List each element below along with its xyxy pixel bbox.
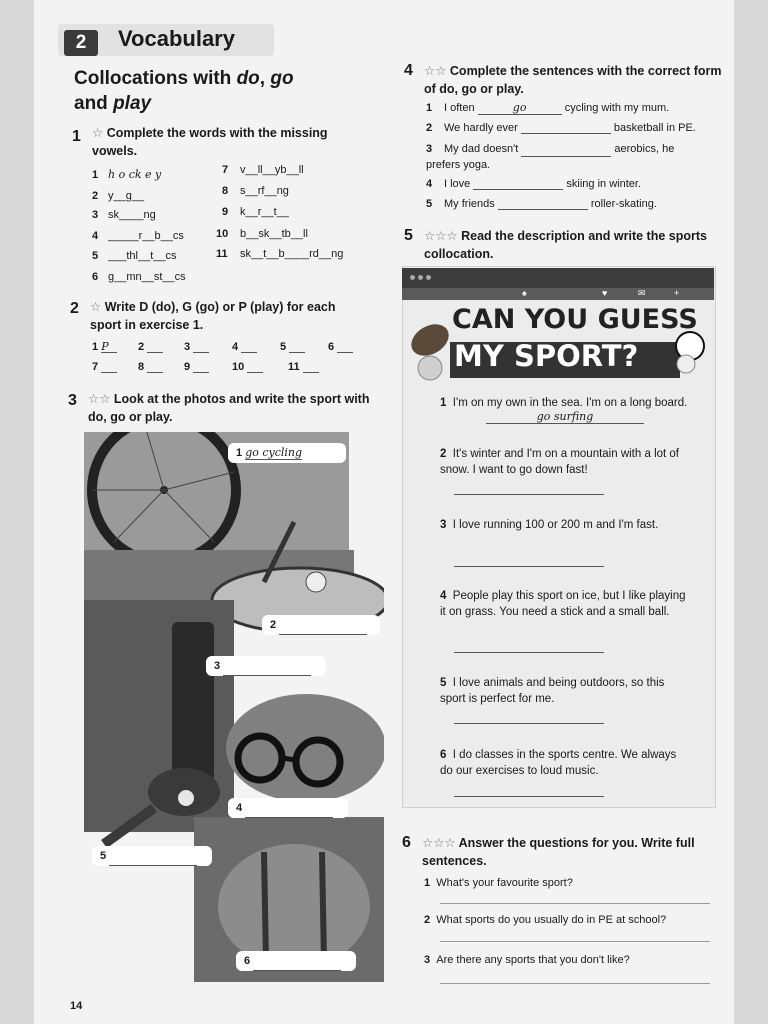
- mail-icon: ✉: [638, 288, 646, 298]
- ex2-item: 11: [288, 360, 319, 373]
- photo-label-2: 2: [262, 615, 380, 635]
- ex2-answer[interactable]: [241, 340, 257, 353]
- page-number: 14: [70, 1000, 83, 1012]
- star-icon: ☆☆: [88, 392, 111, 406]
- photo-label-5: 5: [92, 846, 212, 866]
- star-icon: ☆☆☆: [422, 836, 456, 850]
- tennis-ball-icon: [418, 356, 442, 380]
- ex2-number: 2: [70, 300, 79, 317]
- ex1-item: 7 v__ll__yb__ll: [222, 164, 304, 176]
- ex4-answer[interactable]: [521, 144, 611, 157]
- ex2-item: 9: [184, 360, 209, 373]
- ex2-answer[interactable]: [303, 360, 319, 373]
- ex2-answer[interactable]: [101, 360, 117, 373]
- window-dot-icon: [410, 275, 415, 280]
- ex1-item: 2 y__g__: [92, 190, 145, 202]
- banner-line-1: CAN YOU GUESS: [452, 304, 698, 335]
- photo-answer-6[interactable]: [253, 958, 341, 971]
- ex6-answer-line[interactable]: [440, 983, 710, 984]
- browser-title-bar: [402, 268, 714, 288]
- ex4-answer[interactable]: go: [478, 101, 562, 115]
- ex1-answer[interactable]: sk__t__b____rd__ng: [240, 248, 344, 260]
- ex5-answer[interactable]: [454, 494, 604, 495]
- ex2-item: 6: [328, 340, 353, 353]
- star-icon: ☆☆☆: [424, 229, 458, 243]
- ex5-item: 4 People play this sport on ice, but I like playing it on grass. You need a stick and a small ball.: [440, 590, 686, 618]
- ex1-answer[interactable]: _____r__b__cs: [108, 230, 184, 242]
- sports-photo-collage: [84, 432, 384, 982]
- ex6-answer-line[interactable]: [440, 903, 710, 904]
- ex1-item: 10 b__sk__tb__ll: [216, 228, 308, 240]
- ex4-answer[interactable]: [473, 177, 563, 190]
- photo-answer-2[interactable]: [279, 622, 367, 635]
- ex1-item: 1 h o ck e y: [92, 168, 162, 181]
- star-icon: ☆☆: [424, 64, 447, 78]
- ex2-answer[interactable]: [147, 340, 163, 353]
- ex2-item: 8: [138, 360, 163, 373]
- heart-icon: ♥: [602, 288, 608, 298]
- ex1-item: 5 ___thl__t__cs: [92, 250, 177, 262]
- like-icon: ♠: [522, 288, 527, 298]
- window-dot-icon: [418, 275, 423, 280]
- ex4-item: 1 I often go cycling with my mum.: [426, 101, 670, 114]
- ex5-item: 3 I love running 100 or 200 m and I'm fast.: [440, 519, 659, 531]
- ex5-item: 1 I'm on my own in the sea. I'm on a long board.: [440, 397, 688, 409]
- ex2-item: 10: [232, 360, 263, 373]
- photo-answer-4[interactable]: [245, 805, 333, 818]
- ex5-answer[interactable]: go surfing: [486, 410, 644, 424]
- ex1-item: 11 sk__t__b____rd__ng: [216, 248, 344, 260]
- ex4-answer[interactable]: [521, 121, 611, 134]
- unit-title: Vocabulary: [118, 26, 235, 51]
- ex5-item: 2 It's winter and I'm on a mountain with a lot of snow. I want to go down fast!: [440, 448, 679, 476]
- photo-label-3: 3: [206, 656, 326, 676]
- ex1-answer[interactable]: ___thl__t__cs: [108, 250, 177, 262]
- ex1-number: 1: [72, 128, 81, 145]
- banner-line-2: MY SPORT?: [454, 339, 639, 373]
- ex2-answer[interactable]: [289, 340, 305, 353]
- star-icon: ☆: [90, 300, 102, 314]
- ex1-answer[interactable]: v__ll__yb__ll: [240, 164, 304, 176]
- ex2-item: 5: [280, 340, 305, 353]
- ex3-number: 3: [68, 392, 77, 409]
- boxing-bag-icon: [218, 844, 370, 968]
- ex6-number: 6: [402, 834, 411, 851]
- ex5-answer[interactable]: [454, 652, 604, 653]
- ex5-answer[interactable]: [454, 723, 604, 724]
- ex1-item: 3 sk____ng: [92, 209, 156, 221]
- ex3-instruction: ☆☆ Look at the photos and write the sport with do, go or play.: [88, 392, 370, 424]
- ex4-answer[interactable]: [498, 197, 588, 210]
- photo-label-4: 4: [228, 798, 348, 818]
- star-icon: ☆: [92, 126, 104, 140]
- unit-number: 2: [64, 30, 98, 56]
- plus-icon: +: [674, 288, 680, 298]
- ex2-answer[interactable]: [337, 340, 353, 353]
- ex5-item: 6 I do classes in the sports centre. We always do our exercises to loud music.: [440, 749, 677, 777]
- ex2-item: 1 P: [92, 340, 117, 353]
- photo-answer-3[interactable]: [223, 663, 311, 676]
- browser-toolbar: [402, 288, 714, 300]
- ex2-answer[interactable]: [247, 360, 263, 373]
- section-title: Collocations with do, go and play: [74, 68, 294, 114]
- ex1-answer[interactable]: k__r__t__: [240, 206, 289, 218]
- ex1-item: 8 s__rf__ng: [222, 185, 289, 197]
- ex1-answer[interactable]: g__mn__st__cs: [108, 271, 186, 283]
- ex6-answer-line[interactable]: [440, 941, 710, 942]
- riding-boot-icon: [172, 622, 214, 782]
- ex1-item: 9 k__r__t__: [222, 206, 289, 218]
- ex5-number: 5: [404, 227, 413, 244]
- ex4-item: 2 We hardly ever basketball in PE.: [426, 122, 696, 134]
- ex5-answer[interactable]: [454, 796, 604, 797]
- ex2-instruction: ☆ Write D (do), G (go) or P (play) for each sport in exercise 1.: [90, 300, 336, 332]
- ex5-instruction: ☆☆☆ Read the description and write the sports collocation.: [424, 229, 707, 261]
- ex1-answer[interactable]: s__rf__ng: [240, 185, 289, 197]
- ex2-answer[interactable]: [193, 340, 209, 353]
- ex5-item: 5 I love animals and being outdoors, so this sport is perfect for me.: [440, 677, 665, 705]
- ex4-instruction: ☆☆ Complete the sentences with the correct form of do, go or play.: [424, 64, 722, 96]
- ex1-answer[interactable]: b__sk__tb__ll: [240, 228, 308, 240]
- ex6-item: 3 Are there any sports that you don't like?: [424, 954, 630, 966]
- ex5-answer[interactable]: [454, 566, 604, 567]
- ex2-answer[interactable]: [147, 360, 163, 373]
- photo-answer-1[interactable]: go cycling: [245, 446, 303, 459]
- ex4-item: 5 My friends roller-skating.: [426, 198, 657, 210]
- ex6-instruction: ☆☆☆ Answer the questions for you. Write full sentences.: [422, 836, 695, 868]
- ex2-item: 3: [184, 340, 209, 353]
- ex4-item: 3 My dad doesn't aerobics, he prefers yoga.: [426, 143, 675, 171]
- rugby-ball-icon: [406, 318, 455, 362]
- ex1-instruction: ☆ Complete the words with the missing vowels.: [92, 126, 328, 158]
- photo-label-1: 1 go cycling: [228, 443, 346, 463]
- ex2-item: 2: [138, 340, 163, 353]
- ex2-answer[interactable]: P: [101, 340, 117, 353]
- ex4-number: 4: [404, 62, 413, 79]
- ex2-answer[interactable]: [193, 360, 209, 373]
- ex4-item: 4 I love skiing in winter.: [426, 178, 642, 190]
- photo-label-6: 6: [236, 951, 356, 971]
- ex2-item: 4: [232, 340, 257, 353]
- ex1-answer[interactable]: y__g__: [108, 190, 145, 202]
- photo-answer-5[interactable]: [109, 853, 197, 866]
- ex6-item: 1 What's your favourite sport?: [424, 877, 573, 889]
- ex2-item: 7: [92, 360, 117, 373]
- window-dot-icon: [426, 275, 431, 280]
- ex1-answer[interactable]: h o ck e y: [108, 168, 162, 181]
- ex6-item: 2 What sports do you usually do in PE at school?: [424, 914, 667, 926]
- ex1-item: 4 _____r__b__cs: [92, 230, 184, 242]
- ex1-answer[interactable]: sk____ng: [108, 209, 156, 221]
- ex1-item: 6 g__mn__st__cs: [92, 271, 186, 283]
